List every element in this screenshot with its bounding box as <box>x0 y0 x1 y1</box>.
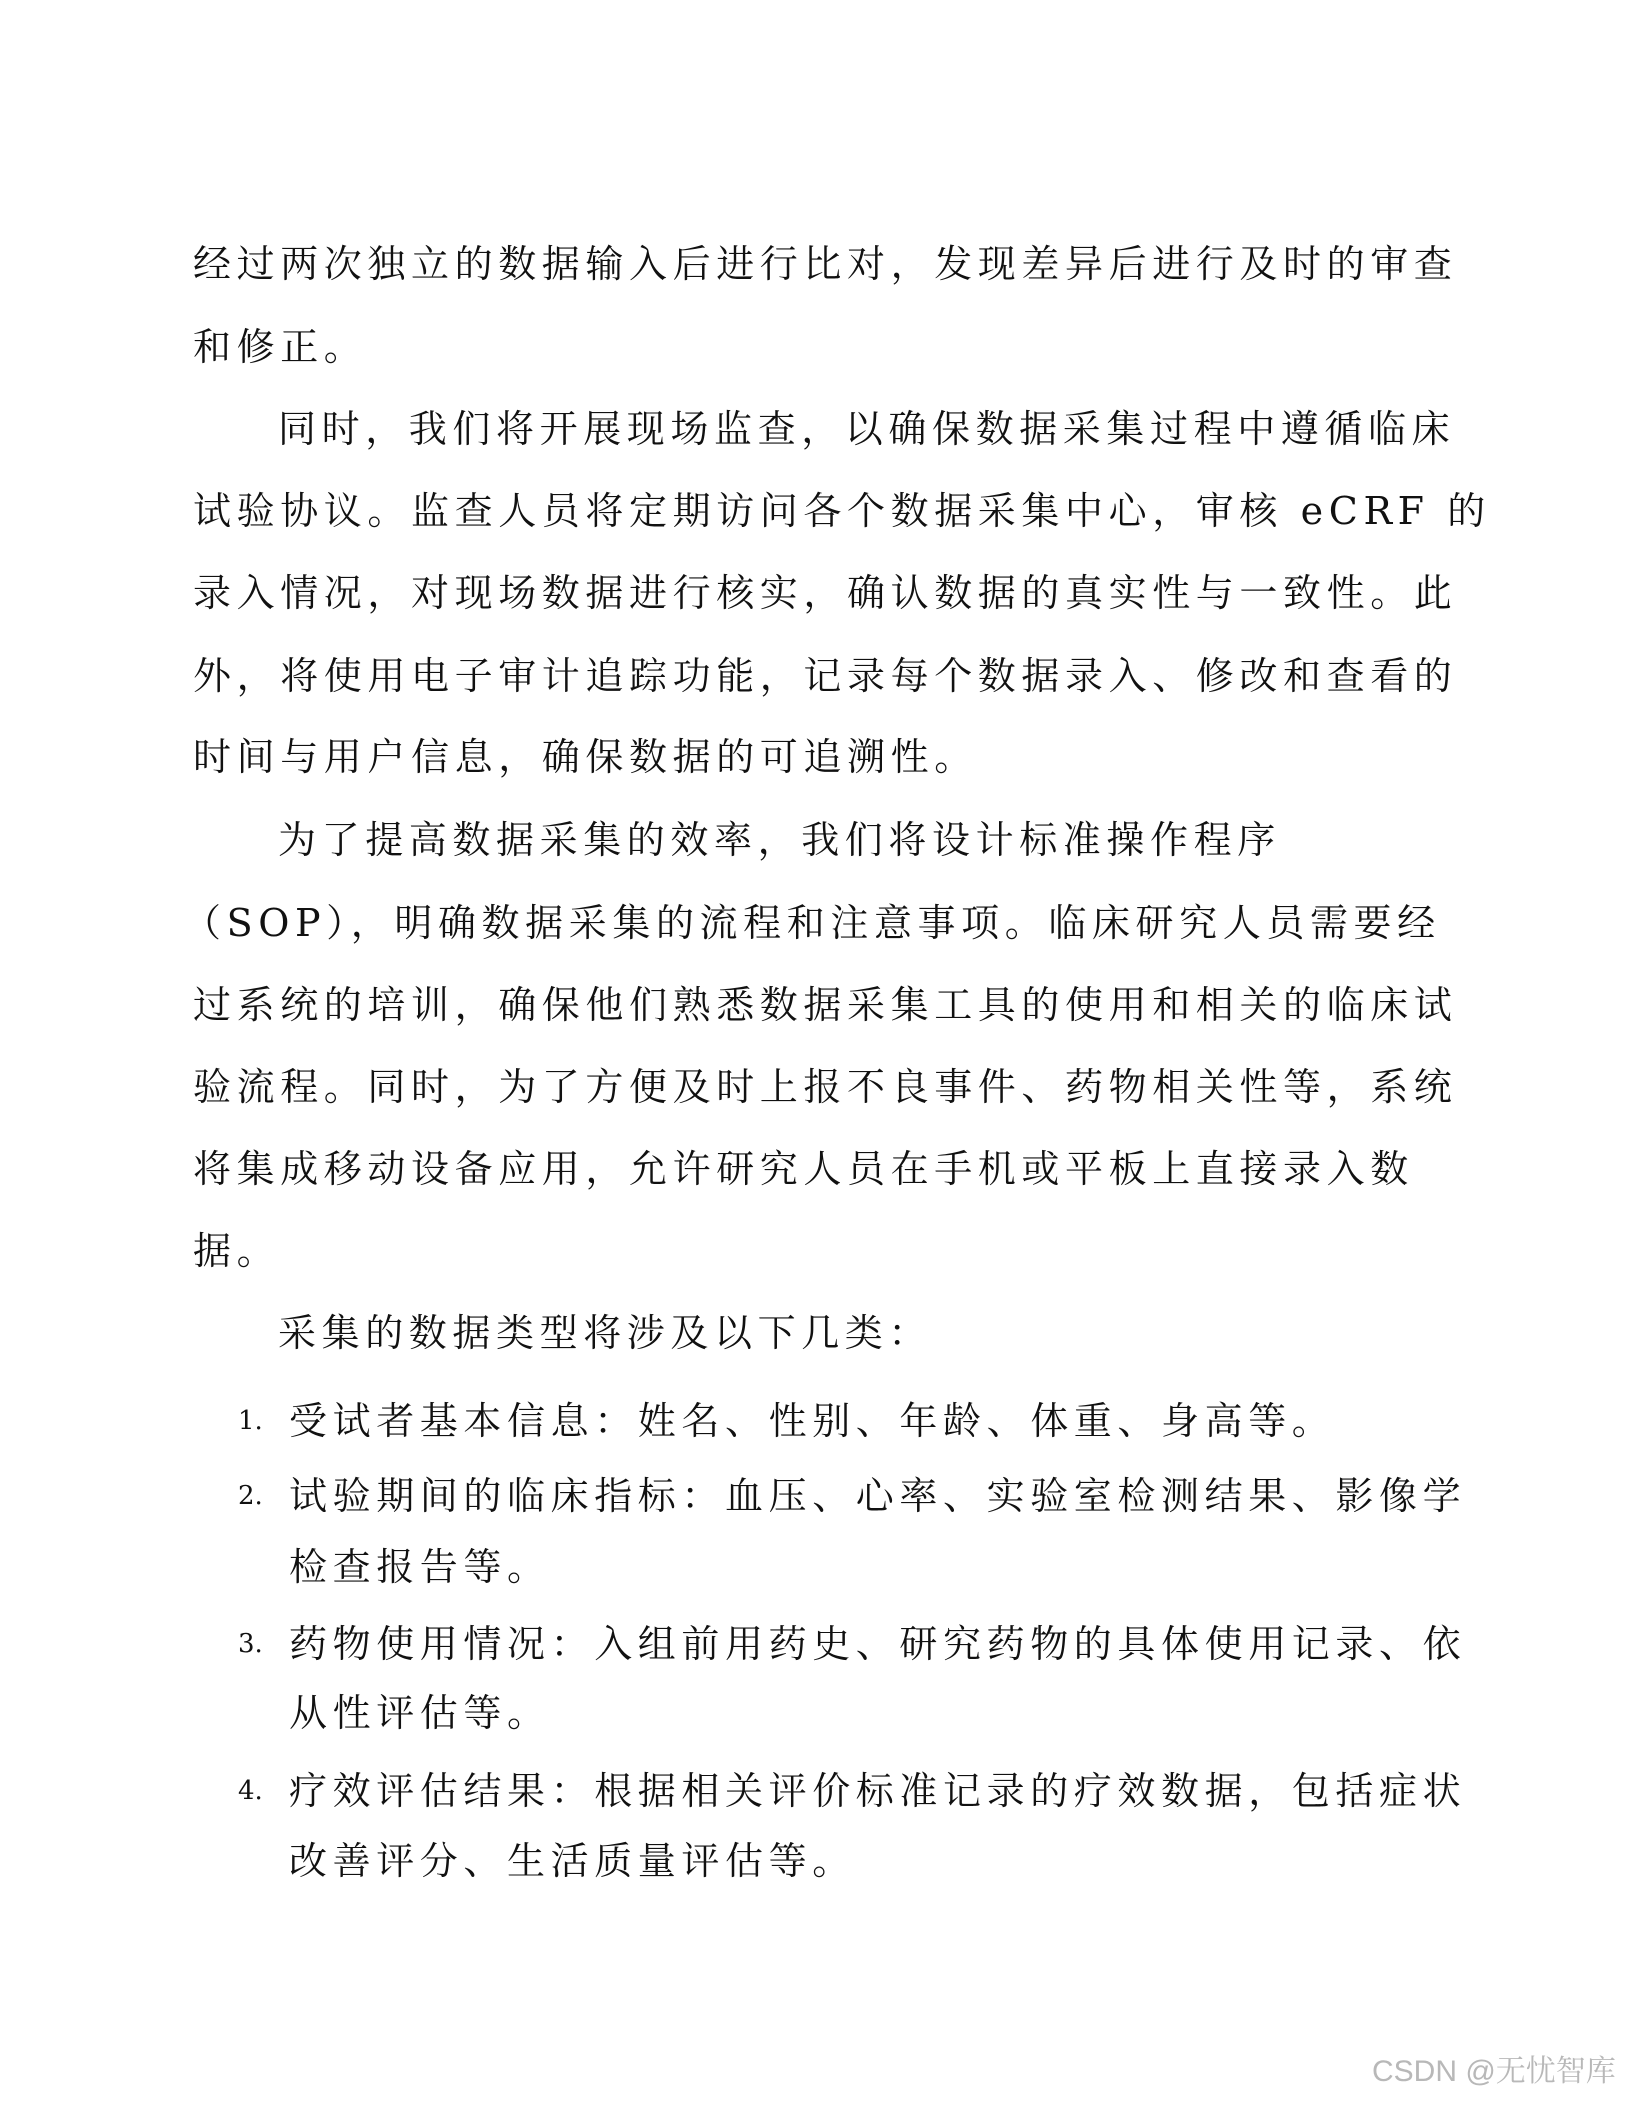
list-number: 3. <box>238 1629 263 1659</box>
paragraph-line: 时间与用户信息，确保数据的可追溯性。 <box>193 735 978 779</box>
list-number: 4. <box>238 1776 263 1806</box>
list-item-line: 疗效评估结果：根据相关评价标准记录的疗效数据，包括症状 <box>289 1769 1467 1813</box>
list-item-line: 从性评估等。 <box>289 1691 551 1735</box>
paragraph-line: 过系统的培训，确保他们熟悉数据采集工具的使用和相关的临床试 <box>193 983 1458 1027</box>
paragraph-line: 验流程。同时，为了方便及时上报不良事件、药物相关性等，系统 <box>193 1065 1458 1109</box>
list-number: 2. <box>238 1481 263 1511</box>
list-item-line: 改善评分、生活质量评估等。 <box>289 1839 856 1883</box>
list-item-line: 受试者基本信息：姓名、性别、年龄、体重、身高等。 <box>289 1399 1336 1443</box>
list-item-line: 检查报告等。 <box>289 1545 551 1589</box>
paragraph-line: 外，将使用电子审计追踪功能，记录每个数据录入、修改和查看的 <box>193 654 1458 698</box>
paragraph-line: （SOP），明确数据采集的流程和注意事项。临床研究人员需要经 <box>183 901 1441 945</box>
paragraph-line: 将集成移动设备应用，允许研究人员在手机或平板上直接录入数 <box>193 1147 1414 1191</box>
paragraph-line: 据。 <box>193 1229 281 1273</box>
paragraph-line: 录入情况，对现场数据进行核实，确认数据的真实性与一致性。此 <box>193 571 1458 615</box>
list-item-line: 试验期间的临床指标：血压、心率、实验室检测结果、影像学 <box>289 1474 1467 1518</box>
paragraph-line: 经过两次独立的数据输入后进行比对，发现差异后进行及时的审查 <box>193 242 1458 286</box>
paragraph-line: 和修正。 <box>193 325 368 369</box>
list-item-line: 药物使用情况：入组前用药史、研究药物的具体使用记录、依 <box>289 1622 1467 1666</box>
paragraph-line: 为了提高数据采集的效率，我们将设计标准操作程序 <box>278 818 1281 862</box>
paragraph-line: 试验协议。监查人员将定期访问各个数据采集中心，审核 eCRF 的 <box>193 489 1491 533</box>
list-number: 1. <box>238 1406 263 1436</box>
paragraph-line: 采集的数据类型将涉及以下几类： <box>278 1311 933 1355</box>
watermark: CSDN @无忧智库 <box>1372 2055 1616 2088</box>
paragraph-line: 同时，我们将开展现场监查，以确保数据采集过程中遵循临床 <box>278 407 1456 451</box>
